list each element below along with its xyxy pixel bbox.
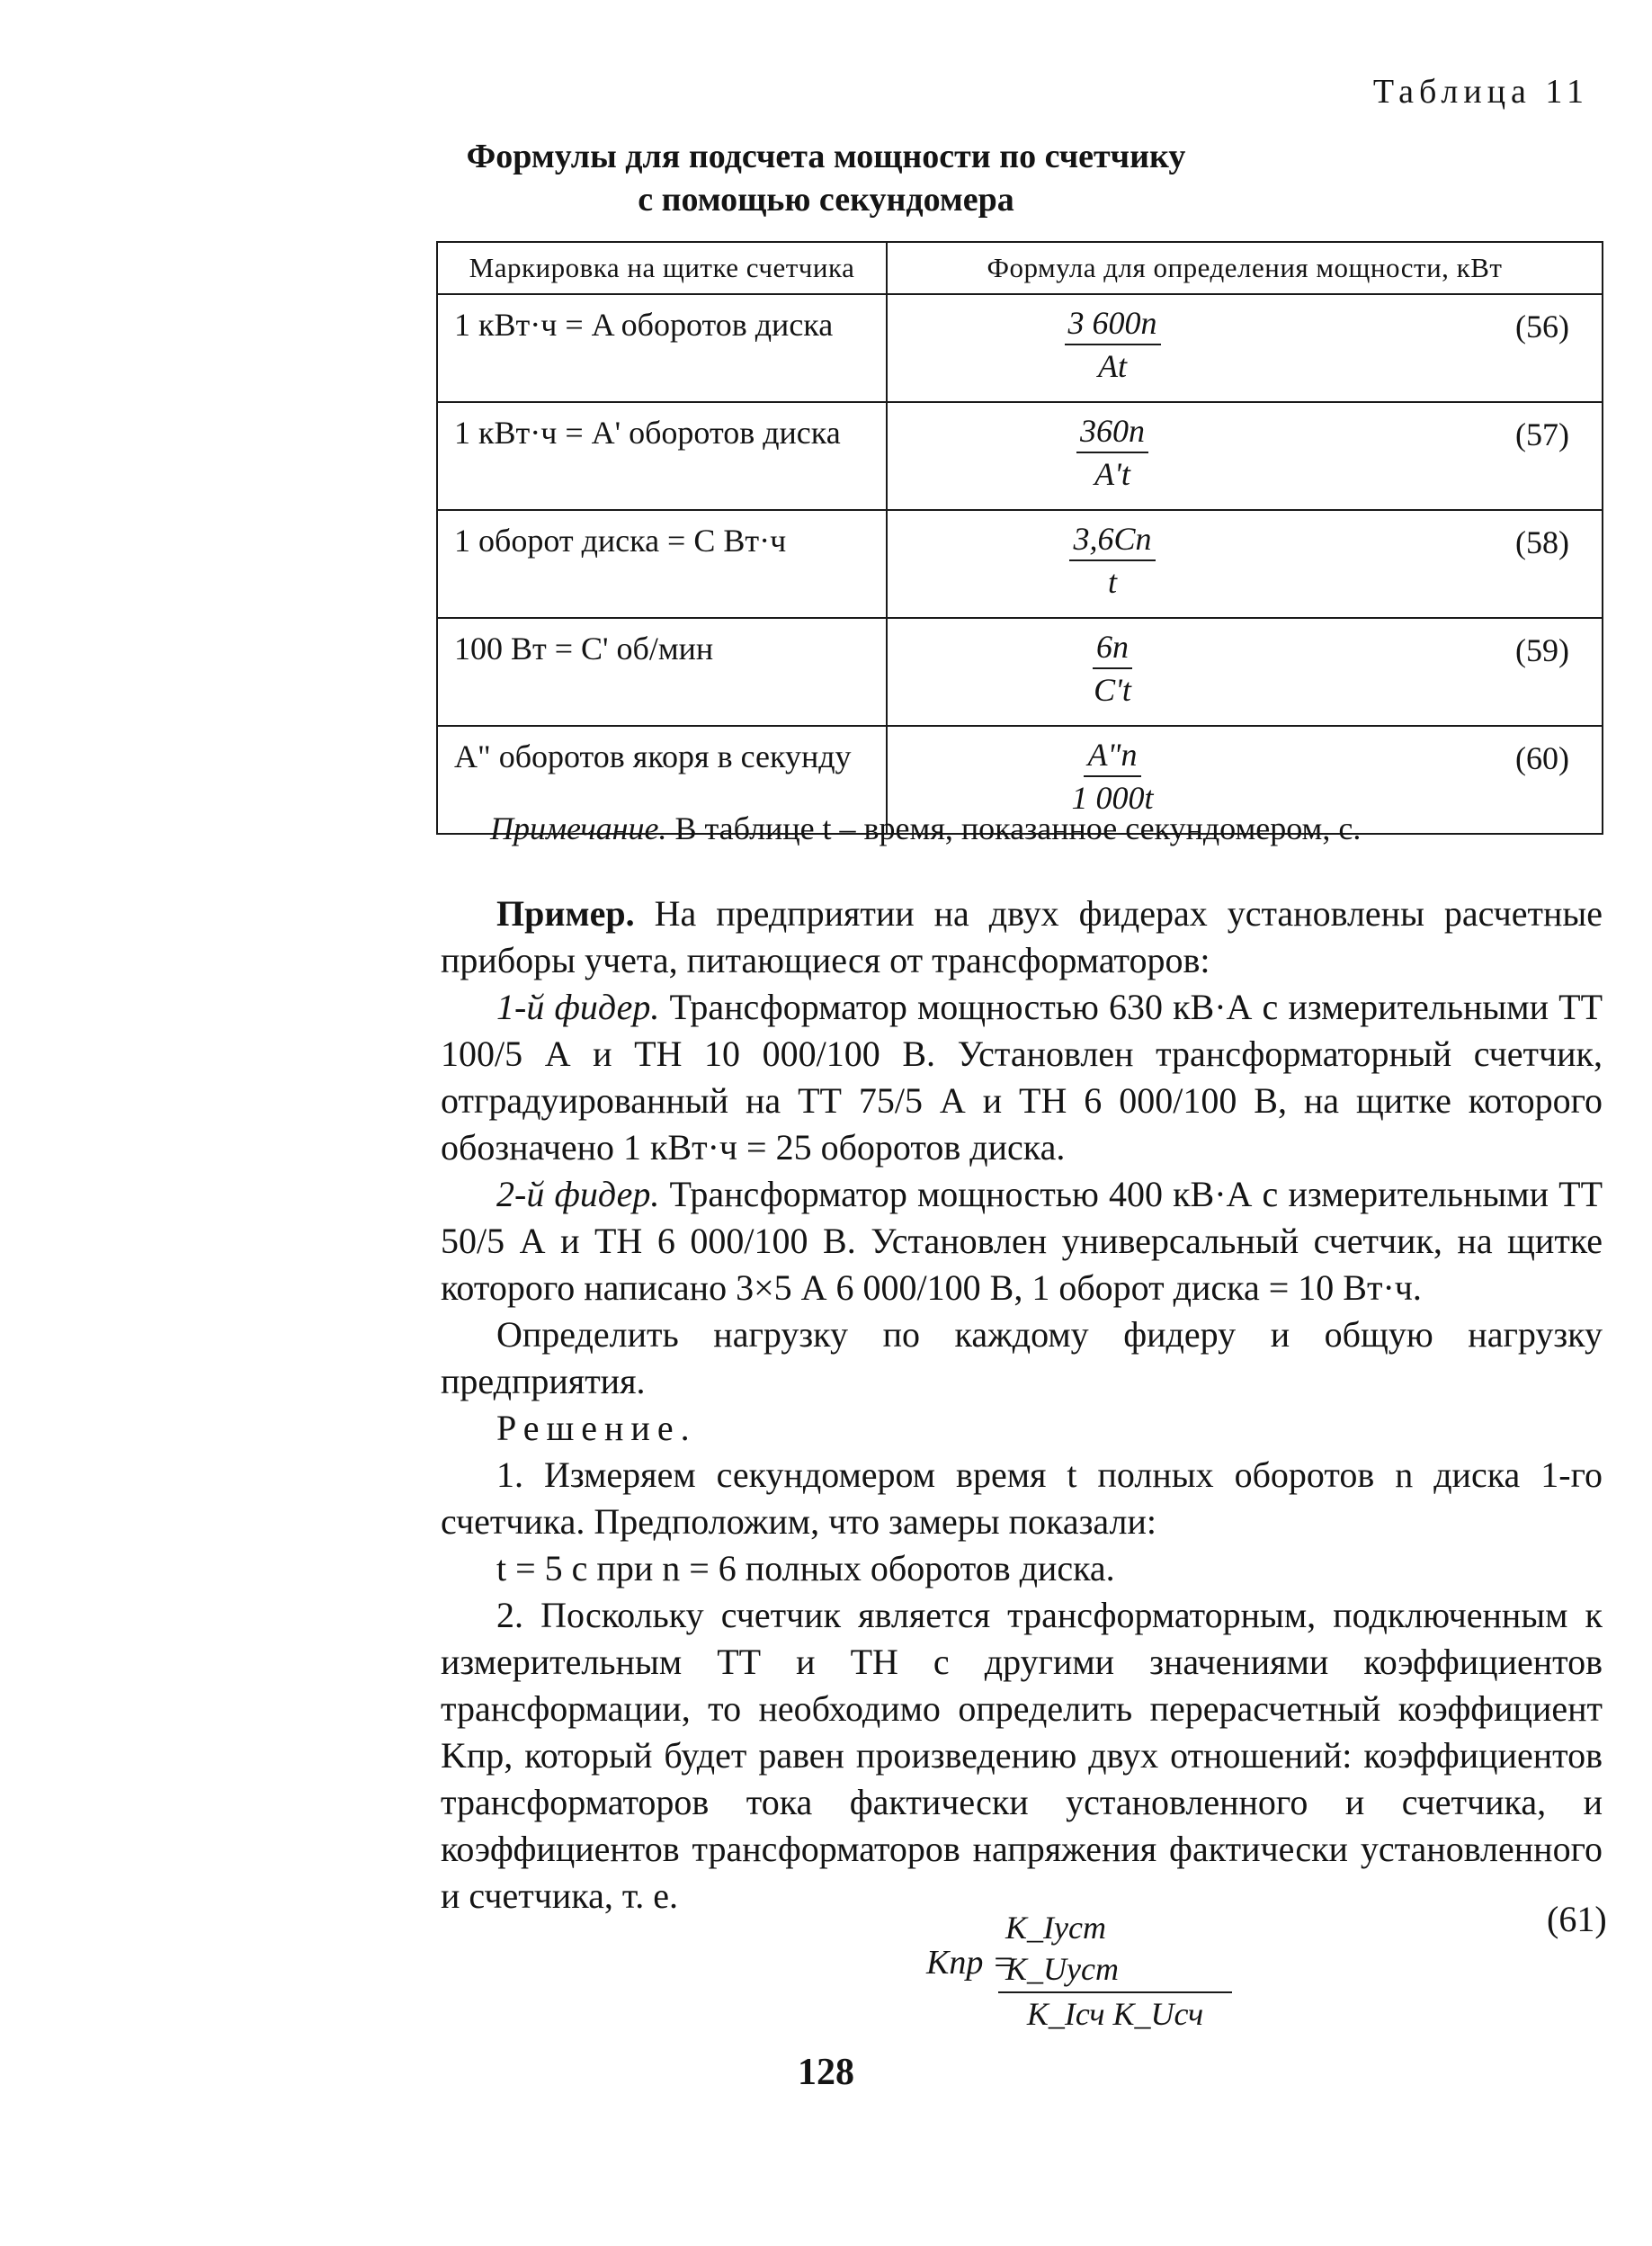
numerator: 3,6Cn xyxy=(1069,520,1155,561)
feeder-2-label: 2-й фидер. xyxy=(496,1174,660,1214)
paragraph-text: На предприятии на двух фидерах установлены расчетные приборы учета, питающиеся от трансформаторов: xyxy=(441,893,1603,980)
paragraph-text: Трансформатор мощностью 400 кВ·А с измерительными ТТ 50/5 А и ТН 6 000/100 В. Установлен универсальный счетчик, на щитке которого написано 3×5 А 6 000/100 В, 1 оборот диска = 10 Вт·ч. xyxy=(441,1174,1603,1308)
paragraph-step-2: 2. Поскольку счетчик является трансформаторным, подключенным к измерительным ТТ и ТН с другими значениями коэффициентов трансформации, то необходимо определить перерасчетный коэффициент Kпр, который будет равен произведению двух отношений: коэффициентов трансформаторов тока фактически установленного и счетчика, и коэффициентов трансформаторов напряжения фактически установленного и счетчика, т. е. xyxy=(441,1595,1603,1916)
fraction xyxy=(888,736,1337,817)
note-text: В таблице t – время, показанное секундомером, с. xyxy=(666,810,1362,846)
formula-61-denominator: K_Iсч K_Uсч xyxy=(1026,1996,1204,2032)
table-row xyxy=(437,294,1603,402)
solution-heading: Решение. xyxy=(496,1408,697,1448)
marking-cell: 1 оборот диска = C Вт·ч xyxy=(437,510,887,618)
header-formula: Формула для определения мощности, кВт xyxy=(887,242,1603,294)
numerator: A"n xyxy=(1084,736,1140,777)
numerator: 6n xyxy=(1093,628,1132,669)
table-title xyxy=(0,135,1652,221)
equation-number: (59) xyxy=(1515,632,1569,668)
marking-cell: A" оборотов якоря в секунду xyxy=(437,726,887,834)
formula-table xyxy=(436,241,1603,835)
equation-number: (57) xyxy=(1515,416,1569,452)
table-row xyxy=(437,618,1603,726)
note-label: Примечание. xyxy=(490,810,667,846)
marking-cell: 1 кВт·ч = A оборотов диска xyxy=(437,294,887,402)
formula-cell xyxy=(887,510,1603,618)
fraction xyxy=(888,304,1337,385)
paragraph-text: Трансформатор мощностью 630 кВ·А с измерительными ТТ 100/5 А и ТН 10 000/100 В. Установлен трансформаторный счетчик, отградуированный на ТТ 75/5 А и ТН 6 000/100 В, на щитке которого обозначено 1 кВт·ч = 25 оборотов диска. xyxy=(441,987,1603,1168)
denominator: At xyxy=(1098,348,1127,384)
paragraph-task: Определить нагрузку по каждому фидеру и общую нагрузку предприятия. xyxy=(441,1314,1603,1401)
denominator: C't xyxy=(1094,672,1131,708)
paragraph-feeder-2 xyxy=(441,1171,1603,1311)
denominator: t xyxy=(1107,564,1117,600)
feeder-1-label: 1-й фидер. xyxy=(496,987,660,1027)
page-number: 128 xyxy=(798,2052,854,2093)
equation-number: (56) xyxy=(1515,309,1569,345)
numerator: 360n xyxy=(1076,412,1148,453)
formula-cell xyxy=(887,294,1603,402)
formula-61-lhs: Kпр = xyxy=(926,1944,1015,1982)
equation-number: (58) xyxy=(1515,524,1569,560)
table-row xyxy=(437,510,1603,618)
table-note xyxy=(490,810,1361,847)
fraction xyxy=(888,628,1337,709)
table-header-row xyxy=(437,242,1603,294)
header-marking: Маркировка на щитке счетчика xyxy=(437,242,887,294)
formula-cell xyxy=(887,402,1603,510)
body-text xyxy=(441,890,1603,1919)
formula-61-numerator: K_Iуст K_Uуст xyxy=(998,1907,1232,1993)
example-label: Пример. xyxy=(496,893,635,934)
marking-cell: 100 Вт = C' об/мин xyxy=(437,618,887,726)
paragraph-example xyxy=(441,890,1603,984)
fraction xyxy=(888,520,1337,601)
paragraph-feeder-1 xyxy=(441,984,1603,1171)
paragraph-measurement: t = 5 с при n = 6 полных оборотов диска. xyxy=(496,1548,1115,1588)
fraction xyxy=(888,412,1337,493)
equation-number-61: (61) xyxy=(1547,1899,1607,1939)
table-title-line2: с помощью секундомера xyxy=(638,181,1014,219)
table-title-line1: Формулы для подсчета мощности по счетчику xyxy=(466,138,1186,175)
denominator: A't xyxy=(1094,456,1130,492)
table-number: Таблица 11 xyxy=(1372,73,1589,111)
formula-61-fraction xyxy=(998,1907,1232,2035)
formula-61 xyxy=(908,1907,1232,2032)
formula-cell xyxy=(887,618,1603,726)
denominator: 1 000t xyxy=(1071,780,1154,816)
equation-number: (60) xyxy=(1515,740,1569,776)
table-row xyxy=(437,402,1603,510)
marking-cell: 1 кВт·ч = A' оборотов диска xyxy=(437,402,887,510)
numerator: 3 600n xyxy=(1065,304,1161,345)
paragraph-step-1: 1. Измеряем секундомером время t полных оборотов n диска 1-го счетчика. Предположим, что замеры показали: xyxy=(441,1454,1603,1542)
